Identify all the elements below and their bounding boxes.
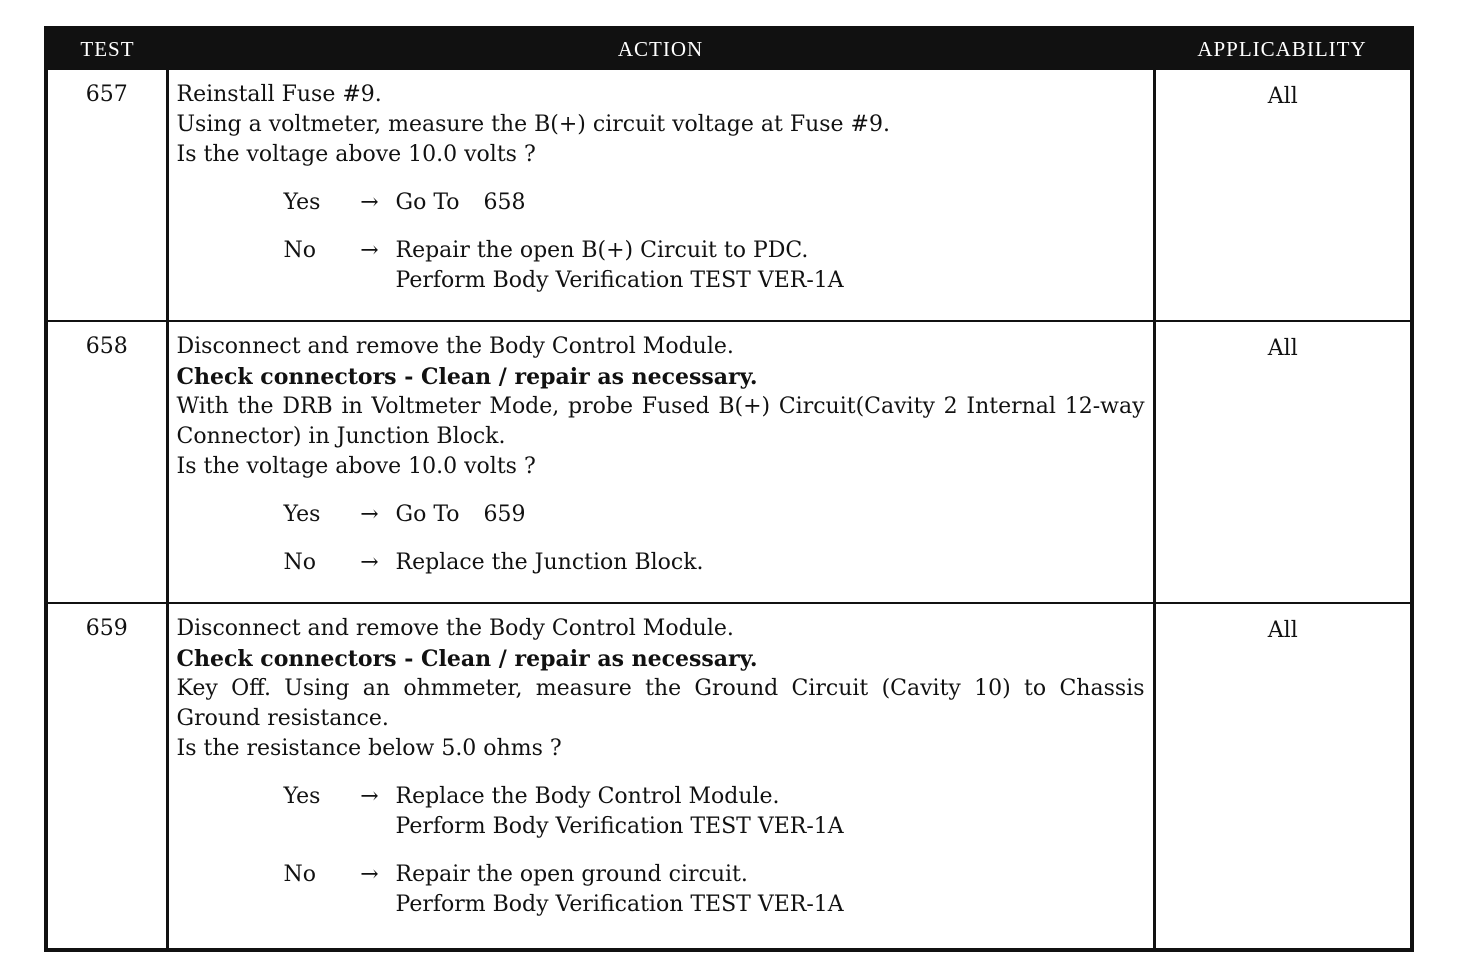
goto-number: 658 [483, 190, 526, 215]
action-question: Is the voltage above 10.0 volts ? [176, 142, 536, 167]
result-line: Repair the open ground circuit. [395, 862, 748, 887]
action-line: Using a voltmeter, measure the B(+) circuit voltage at Fuse #9. [176, 112, 890, 137]
yes-branch [177, 782, 1145, 842]
no-label: No [283, 238, 316, 263]
applicability-value: All [1154, 321, 1412, 603]
goto-label: Go To [395, 190, 460, 215]
result-line: Replace the Body Control Module. [395, 784, 780, 809]
no-branch [177, 860, 1145, 920]
header-test: TEST [46, 28, 167, 69]
yes-label: Yes [283, 190, 321, 215]
no-branch [177, 548, 1145, 578]
arrow-icon: → [360, 238, 379, 263]
no-branch [177, 236, 1145, 296]
no-label: No [283, 862, 316, 887]
result-line: Perform Body Verification TEST VER-1A [395, 892, 844, 917]
diagnostic-test-table [44, 26, 1414, 952]
arrow-icon: → [360, 550, 379, 575]
yes-result [396, 500, 1145, 530]
action-warning: Check connectors - Clean / repair as necessary. [176, 364, 758, 390]
yes-label: Yes [283, 784, 321, 809]
table-header [46, 28, 1412, 69]
arrow-icon: → [360, 190, 379, 215]
goto-number: 659 [483, 502, 526, 527]
yes-branch [177, 500, 1145, 530]
applicability-value: All [1154, 69, 1412, 321]
result-line: Perform Body Verification TEST VER-1A [395, 268, 844, 293]
arrow-icon: → [360, 862, 379, 887]
no-result [396, 860, 1145, 920]
no-result [396, 236, 1145, 296]
table-row [46, 321, 1412, 603]
action-question: Is the resistance below 5.0 ohms ? [176, 736, 562, 761]
action-warning: Check connectors - Clean / repair as necessary. [176, 646, 758, 672]
header-action: ACTION [167, 28, 1154, 69]
table-row [46, 69, 1412, 321]
yes-result [396, 782, 1145, 842]
action-cell [167, 69, 1154, 321]
test-number: 658 [46, 321, 167, 603]
goto-label: Go To [395, 502, 460, 527]
action-paragraph: Key Off. Using an ohmmeter, measure the Ground Circuit (Cavity 10) to Chassis Ground resistance. [176, 676, 1145, 731]
table-row [46, 603, 1412, 950]
arrow-icon: → [360, 784, 379, 809]
header-applicability: APPLICABILITY [1154, 28, 1412, 69]
result-line: Perform Body Verification TEST VER-1A [395, 814, 844, 839]
action-paragraph: With the DRB in Voltmeter Mode, probe Fused B(+) Circuit(Cavity 2 Internal 12-way Connector) in Junction Block. [176, 394, 1145, 449]
test-number: 659 [46, 603, 167, 950]
result-line: Replace the Junction Block. [395, 550, 704, 575]
yes-label: Yes [283, 502, 321, 527]
action-question: Is the voltage above 10.0 volts ? [176, 454, 536, 479]
arrow-icon: → [360, 502, 379, 527]
action-cell [167, 321, 1154, 603]
result-line: Repair the open B(+) Circuit to PDC. [395, 238, 809, 263]
no-label: No [283, 550, 316, 575]
action-cell [167, 603, 1154, 950]
action-line: Disconnect and remove the Body Control Module. [176, 334, 734, 359]
yes-result [396, 188, 1145, 218]
action-line: Reinstall Fuse #9. [176, 82, 382, 107]
applicability-value: All [1154, 603, 1412, 950]
yes-branch [177, 188, 1145, 218]
action-line: Disconnect and remove the Body Control Module. [176, 616, 734, 641]
test-number: 657 [46, 69, 167, 321]
no-result [396, 548, 1145, 578]
